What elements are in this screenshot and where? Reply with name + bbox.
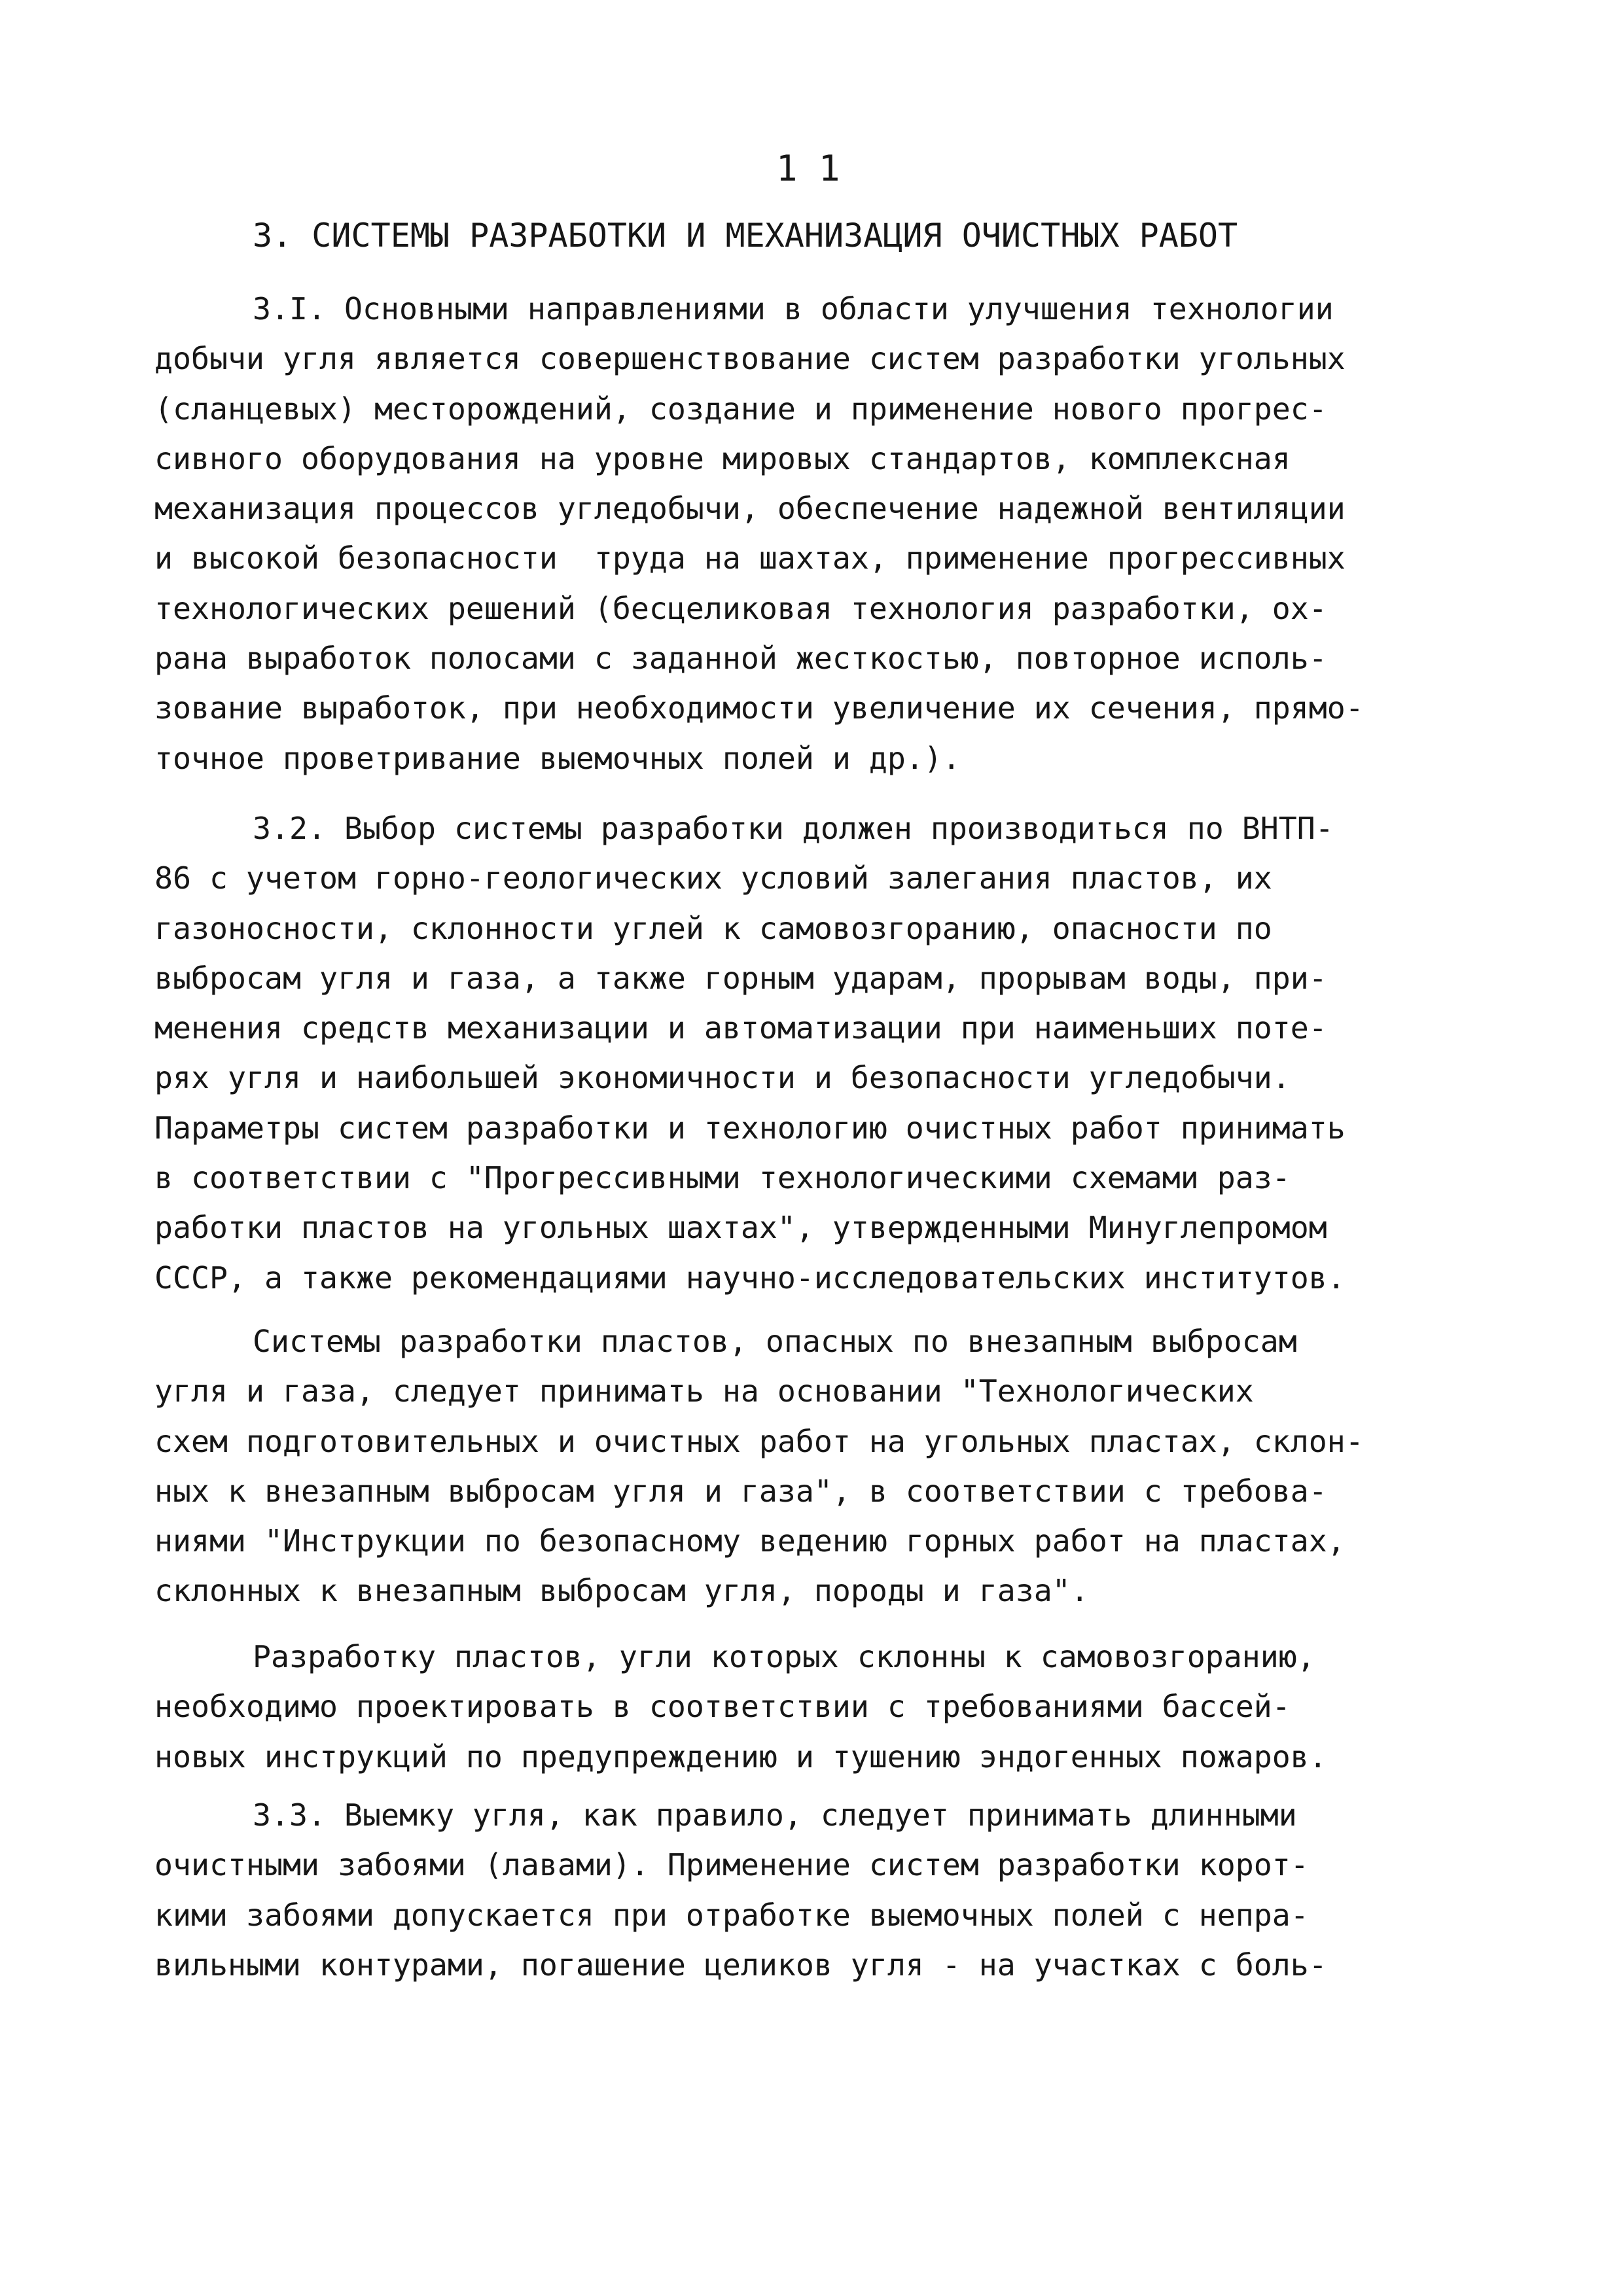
text-line: точное проветривание выемочных полей и др.).: [154, 740, 961, 776]
text-line: склонных к внезапным выбросам угля, породы и газа".: [154, 1573, 1089, 1609]
text-line: ниями "Инструкции по безопасному ведению горных работ на пластах,: [154, 1523, 1346, 1559]
text-line: СССР, а также рекомендациями научно-исследовательских институтов.: [154, 1260, 1346, 1296]
paragraph-3-3: [154, 1790, 1489, 1990]
text-line: 3.2. Выбор системы разработки должен производиться по ВНТП-: [253, 811, 1334, 846]
text-line: очистными забоями (лавами). Применение систем разработки корот-: [154, 1847, 1309, 1883]
text-line: зование выработок, при необходимости увеличение их сечения, прямо-: [154, 690, 1364, 726]
text-line: 3.3. Выемку угля, как правило, следует принимать длинными: [253, 1797, 1297, 1833]
text-line: рях угля и наибольшей экономичности и безопасности угледобычи.: [154, 1060, 1291, 1096]
paragraph-3-1: [154, 284, 1489, 783]
text-line: угля и газа, следует принимать на основании "Технологических: [154, 1373, 1254, 1409]
text-line: работки пластов на угольных шахтах", утвержденными Минуглепромом: [154, 1210, 1327, 1246]
text-line: рана выработок полосами с заданной жесткостью, повторное исполь-: [154, 641, 1327, 677]
text-line: кими забоями допускается при отработке выемочных полей с непра-: [154, 1897, 1309, 1933]
text-line: 3.I. Основными направлениями в области улучшения технологии: [253, 291, 1334, 327]
text-line: 86 с учетом горно-геологических условий залегания пластов, их: [154, 860, 1272, 896]
text-line: Параметры систем разработки и технологию очистных работ принимать: [154, 1110, 1346, 1146]
paragraph-3-2: [154, 804, 1489, 1303]
text-line: механизация процессов угледобычи, обеспечение надежной вентиляции: [154, 491, 1346, 527]
text-line: Системы разработки пластов, опасных по внезапным выбросам: [253, 1324, 1297, 1359]
page-number: 1 1: [776, 148, 840, 189]
text-line: схем подготовительных и очистных работ на угольных пластах, склон-: [154, 1423, 1364, 1459]
text-line: и высокой безопасности труда на шахтах, применение прогрессивных: [154, 540, 1346, 576]
text-line: необходимо проектировать в соответствии с требованиями бассей-: [154, 1689, 1291, 1725]
text-line: в соответствии с "Прогрессивными технологическими схемами раз-: [154, 1160, 1291, 1196]
text-line: ных к внезапным выбросам угля и газа", в соответствии с требова-: [154, 1473, 1327, 1509]
text-line: технологических решений (бесцеликовая технология разработки, ох-: [154, 590, 1327, 626]
section-title: 3. СИСТЕМЫ РАЗРАБОТКИ И МЕХАНИЗАЦИЯ ОЧИСТНЫХ РАБОТ: [253, 217, 1238, 255]
text-line: сивного оборудования на уровне мировых стандартов, комплексная: [154, 440, 1291, 476]
text-line: вильными контурами, погашение целиков угля - на участках с боль-: [154, 1947, 1327, 1983]
text-line: Разработку пластов, угли которых склонны к самовозгоранию,: [253, 1639, 1315, 1674]
text-line: выбросам угля и газа, а также горным ударам, прорывам воды, при-: [154, 960, 1327, 996]
text-line: новых инструкций по предупреждению и тушению эндогенных пожаров.: [154, 1739, 1327, 1775]
text-line: (сланцевых) месторождений, создание и применение нового прогрес-: [154, 391, 1327, 427]
paragraph-self-ignition: [154, 1632, 1489, 1782]
text-line: газоносности, склонности углей к самовозгоранию, опасности по: [154, 910, 1272, 946]
text-line: менения средств механизации и автоматизации при наименьших поте-: [154, 1010, 1327, 1046]
text-line: добычи угля является совершенствование систем разработки угольных: [154, 341, 1346, 377]
paragraph-outburst-seams: [154, 1316, 1489, 1616]
